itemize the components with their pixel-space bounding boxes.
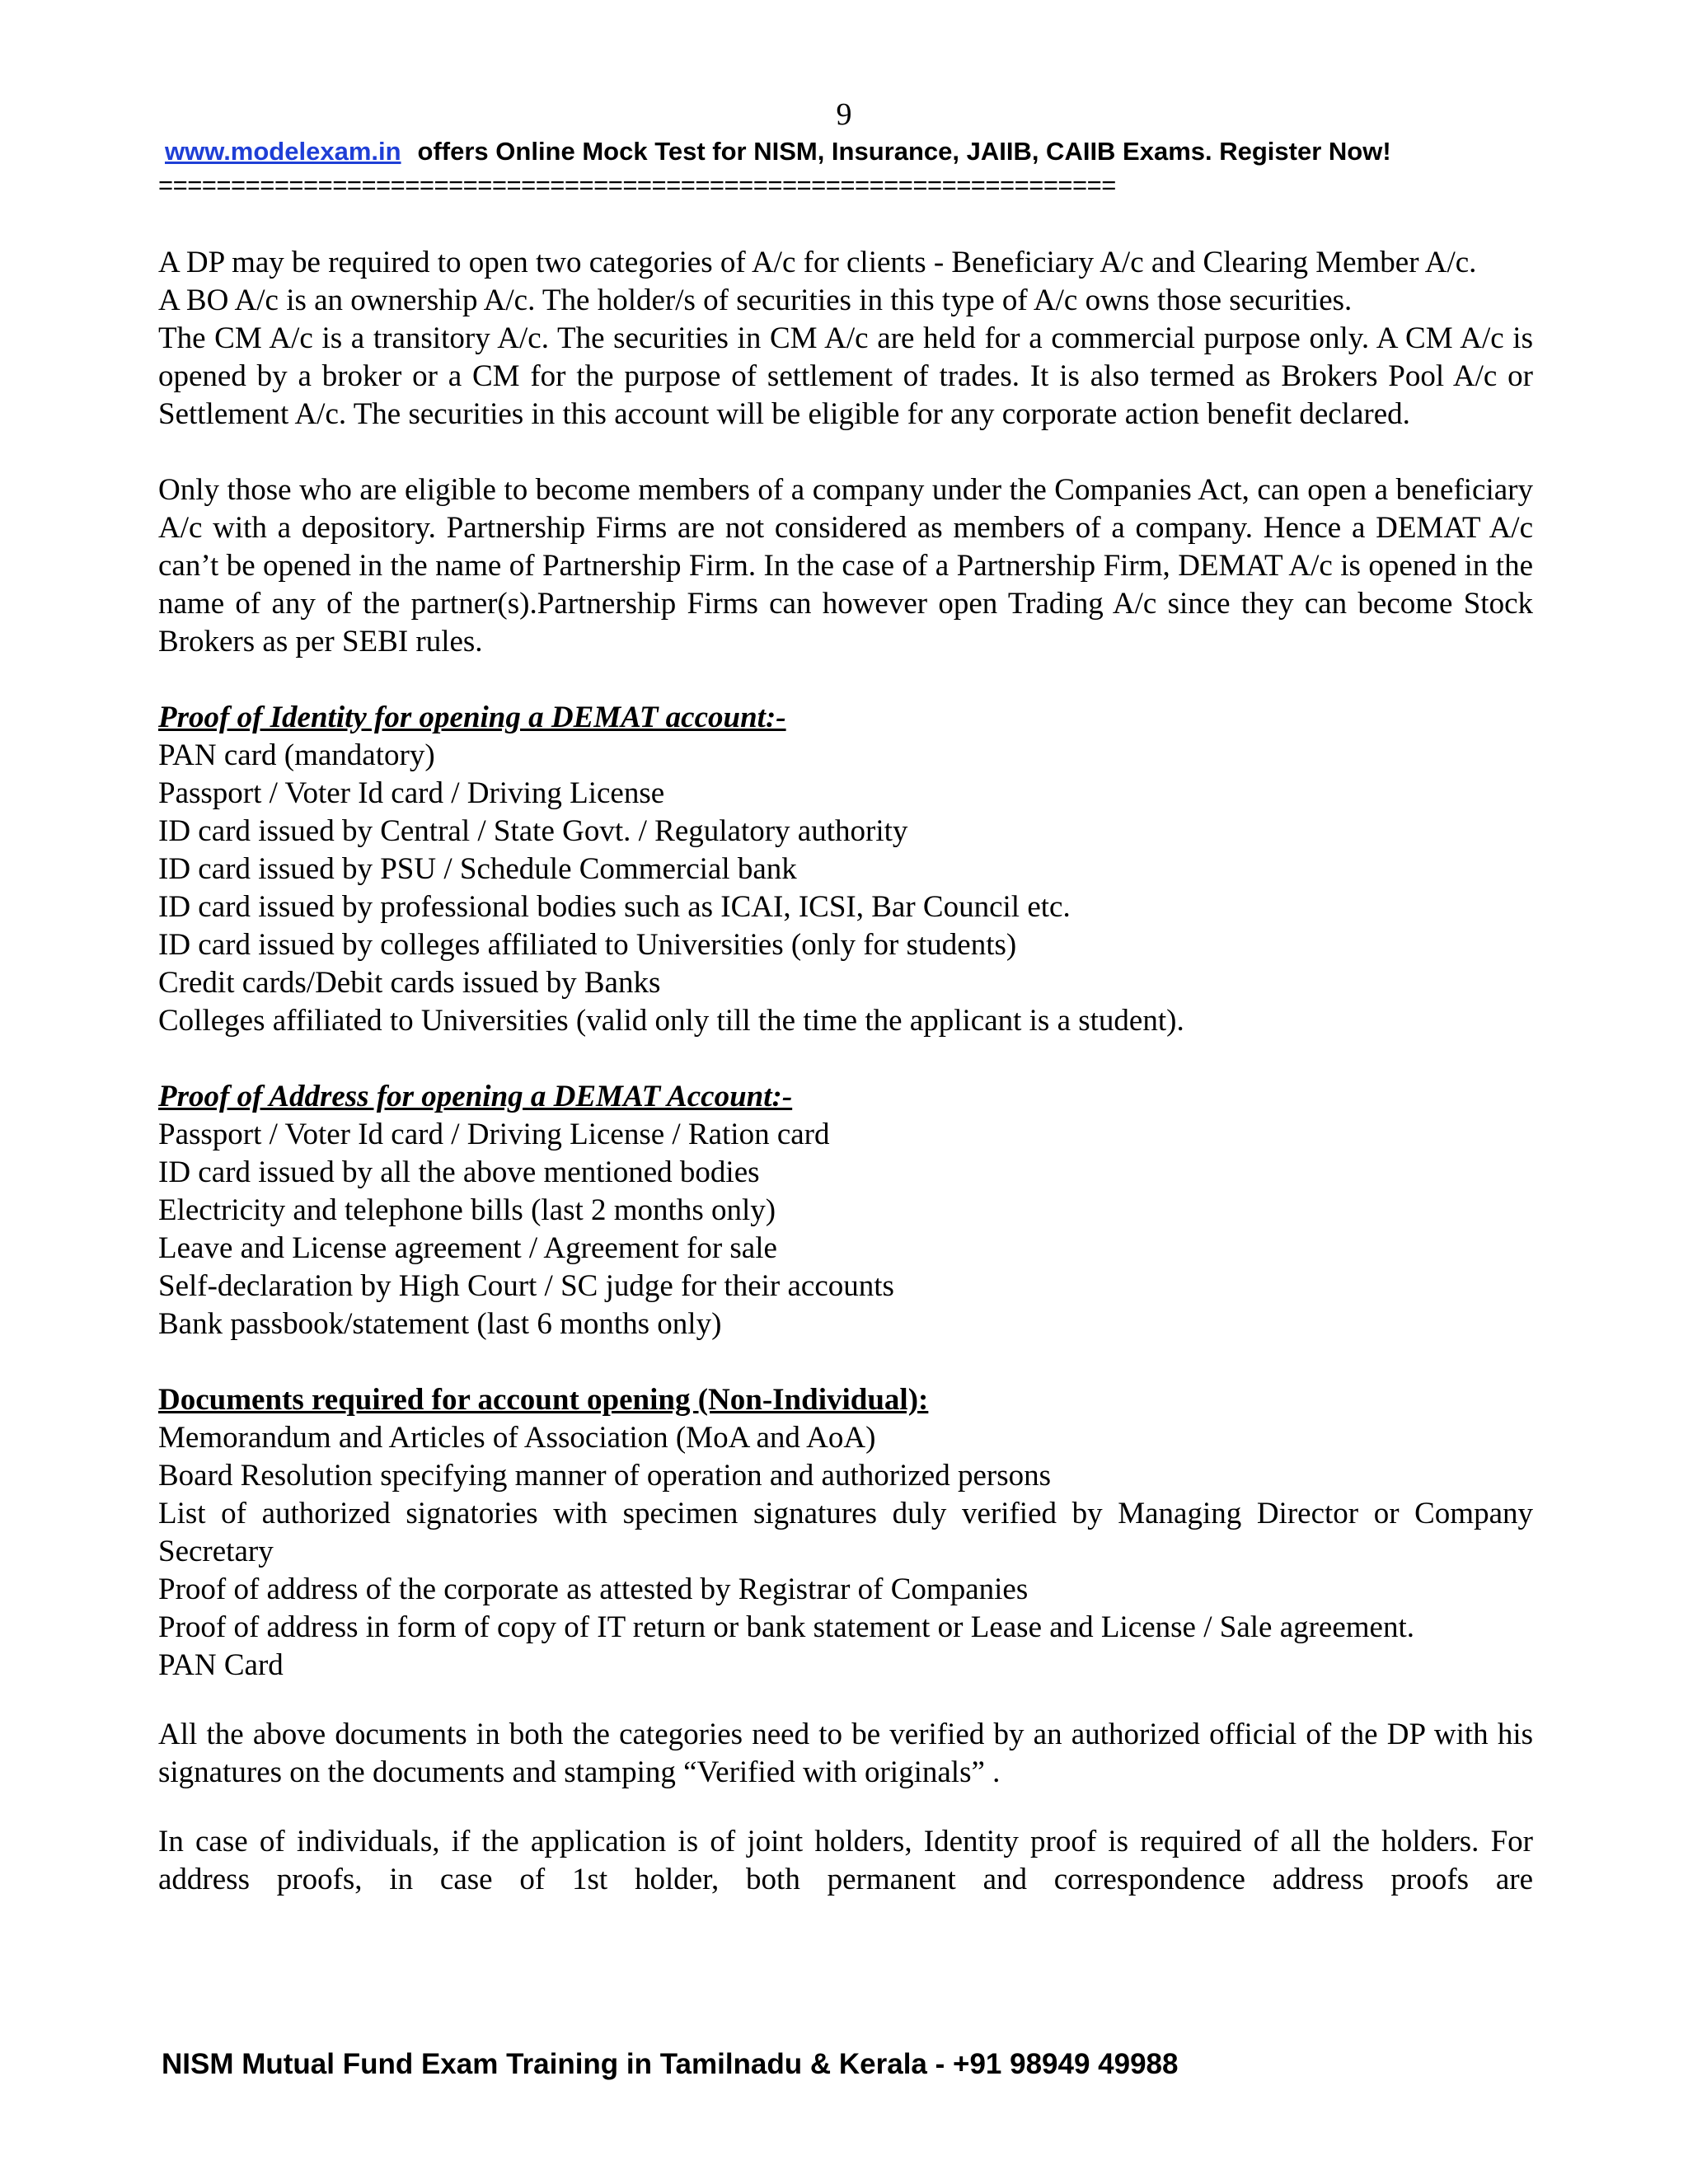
- list-item: PAN card (mandatory): [158, 738, 435, 772]
- list-item: Proof of address of the corporate as attested by Registrar of Companies: [158, 1572, 1029, 1606]
- list-item: Passport / Voter Id card / Driving License / Ration card: [158, 1118, 830, 1151]
- identity-heading: Proof of Identity for opening a DEMAT account:-: [158, 701, 786, 734]
- non-individual-heading: Documents required for account opening (Non-Individual):: [158, 1383, 929, 1417]
- modelexam-link[interactable]: www.modelexam.in: [165, 137, 401, 166]
- list-item: Credit cards/Debit cards issued by Banks: [158, 966, 661, 1000]
- spacer: [158, 661, 1533, 699]
- address-heading: Proof of Address for opening a DEMAT Account:-: [158, 1080, 793, 1113]
- footer-banner: NISM Mutual Fund Exam Training in Tamilnadu & Kerala - +91 98949 49988: [162, 2048, 1179, 2080]
- paragraph-account-categories: A DP may be required to open two categories of A/c for clients - Beneficiary A/c and Clearing Member A/c.: [158, 246, 1477, 279]
- list-item: ID card issued by all the above mentioned bodies: [158, 1155, 760, 1189]
- list-item: List of authorized signatories with specimen signatures duly verified by Managing Director or Company Secretary: [158, 1497, 1533, 1568]
- paragraph-eligibility: Only those who are eligible to become members of a company under the Companies Act, can open a beneficiary A/c with a depository. Partnership Firms are not considered as members of a company. Hence a DEMAT A/c can’t be opened in the name of Partnership Firm. In the case of a Partnership Firm, DEMAT A/c is opened in the name of any of the partner(s).Partnership Firms can however open Trading A/c since they can become Stock Brokers as per SEBI rules.: [158, 473, 1533, 658]
- non-individual-list: [158, 1419, 1533, 1685]
- document-body: [158, 244, 1533, 1899]
- paragraph-cm-account: The CM A/c is a transitory A/c. The securities in CM A/c are held for a commercial purpose only. A CM A/c is opened by a broker or a CM for the purpose of settlement of trades. It is also termed as Brokers Pool A/c or Settlement A/c. The securities in this account will be eligible for any corporate action benefit declared.: [158, 321, 1533, 431]
- list-item: Bank passbook/statement (last 6 months only): [158, 1307, 722, 1341]
- list-item: Proof of address in form of copy of IT return or bank statement or Lease and License / Sale agreement.: [158, 1610, 1415, 1644]
- header-rule: ==================================================================: [158, 171, 1116, 199]
- spacer: [158, 1685, 1533, 1716]
- paragraph-verification: All the above documents in both the categories need to be verified by an authorized official of the DP with his signatures on the documents and stamping “Verified with originals” .: [158, 1718, 1533, 1789]
- paragraph-bo-account: A BO A/c is an ownership A/c. The holder/s of securities in this type of A/c owns those securities.: [158, 284, 1353, 317]
- list-item: ID card issued by colleges affiliated to Universities (only for students): [158, 928, 1017, 962]
- spacer: [158, 1343, 1533, 1381]
- list-item: Memorandum and Articles of Association (MoA and AoA): [158, 1421, 876, 1455]
- list-item: PAN Card: [158, 1648, 284, 1682]
- list-item: ID card issued by professional bodies such as ICAI, ICSI, Bar Council etc.: [158, 890, 1071, 924]
- identity-list: [158, 737, 1533, 1040]
- paragraph-joint-holders: In case of individuals, if the application is of joint holders, Identity proof is required of all the holders. For address proofs, in case of 1st holder, both permanent and correspondence address proofs are: [158, 1825, 1533, 1896]
- list-item: ID card issued by PSU / Schedule Commercial bank: [158, 852, 797, 886]
- list-item: Passport / Voter Id card / Driving License: [158, 776, 665, 810]
- list-item: ID card issued by Central / State Govt. / Regulatory authority: [158, 814, 908, 848]
- list-item: Board Resolution specifying manner of operation and authorized persons: [158, 1459, 1051, 1493]
- list-item: Self-declaration by High Court / SC judge for their accounts: [158, 1269, 894, 1303]
- spacer: [158, 1040, 1533, 1078]
- list-item: Colleges affiliated to Universities (valid only till the time the applicant is a student).: [158, 1004, 1184, 1038]
- address-list: [158, 1116, 1533, 1343]
- header-tagline: offers Online Mock Test for NISM, Insurance, JAIIB, CAIIB Exams. Register Now!: [417, 137, 1391, 166]
- list-item: Electricity and telephone bills (last 2 months only): [158, 1193, 776, 1227]
- spacer: [158, 434, 1533, 471]
- page-number: 9: [836, 97, 852, 132]
- header-banner: [165, 135, 1566, 168]
- spacer: [158, 1792, 1533, 1823]
- list-item: Leave and License agreement / Agreement for sale: [158, 1231, 777, 1265]
